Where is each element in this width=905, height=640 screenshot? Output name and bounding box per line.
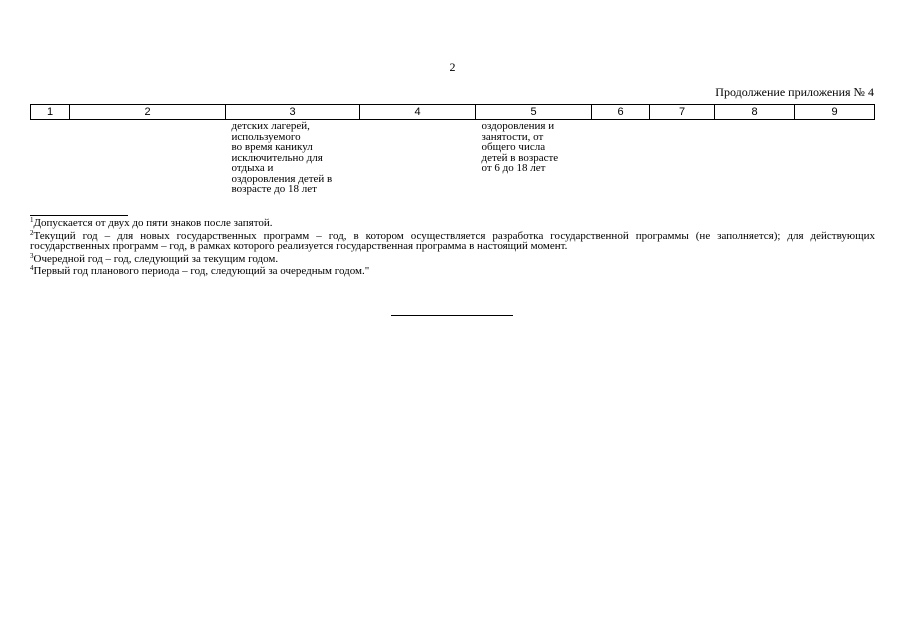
table-cell bbox=[592, 120, 650, 195]
table-header-row bbox=[31, 105, 875, 120]
document-end-rule bbox=[391, 315, 513, 316]
table-cell bbox=[360, 120, 476, 195]
table-header-cell: 8 bbox=[715, 105, 795, 120]
footnote-mark: 4 bbox=[30, 264, 34, 272]
appendix-continuation-note: Продолжение приложения № 4 bbox=[715, 85, 874, 99]
footnote-text: Очередной год – год, следующий за текущим годом. bbox=[33, 252, 279, 265]
footnote-2 bbox=[30, 228, 875, 252]
table-cell-col5: оздоровления и занятости, от общего числа детей в возрасте от 6 до 18 лет bbox=[481, 120, 559, 174]
footnote-1 bbox=[30, 218, 875, 229]
footnote-separator bbox=[30, 215, 128, 216]
table-cell bbox=[70, 120, 226, 195]
table-header-cell: 7 bbox=[650, 105, 715, 120]
footnote-mark: 2 bbox=[30, 228, 34, 237]
table-header-cell: 2 bbox=[70, 105, 226, 120]
footnote-mark: 3 bbox=[30, 251, 34, 260]
table-header-cell: 1 bbox=[31, 105, 70, 120]
table-header-cell: 5 bbox=[476, 105, 592, 120]
footnote-3 bbox=[30, 251, 875, 265]
table-cell bbox=[31, 120, 70, 195]
table-cell bbox=[795, 120, 875, 195]
table-header-cell: 6 bbox=[592, 105, 650, 120]
table-cell bbox=[715, 120, 795, 195]
table-row bbox=[31, 120, 875, 195]
table-cell bbox=[650, 120, 715, 195]
table-header-cell: 3 bbox=[226, 105, 360, 120]
footnote-4 bbox=[30, 266, 875, 277]
footnote-text: Текущий год – для новых государственных программ – год, в котором осуществляется разработка государственной программы (не заполняется); для действующих государственных программ – год, в рамках которого реализуется государственная программа в настоящий момент. bbox=[30, 229, 875, 252]
page-number: 2 bbox=[449, 60, 456, 74]
footnote-text: Первый год планового периода – год, следующий за очередным годом." bbox=[33, 265, 370, 277]
indicators-table bbox=[30, 104, 875, 195]
table-cell-col3: детских лагерей, используемого во время каникул исключительно для отдыха и оздоровления детей в возрасте до 18 лет bbox=[231, 120, 333, 195]
footnote-text: Допускается от двух до пяти знаков после запятой. bbox=[33, 217, 273, 229]
footnotes bbox=[30, 218, 875, 279]
table-header-cell: 4 bbox=[360, 105, 476, 120]
table-header-cell: 9 bbox=[795, 105, 875, 120]
footnote-mark: 1 bbox=[30, 216, 34, 224]
